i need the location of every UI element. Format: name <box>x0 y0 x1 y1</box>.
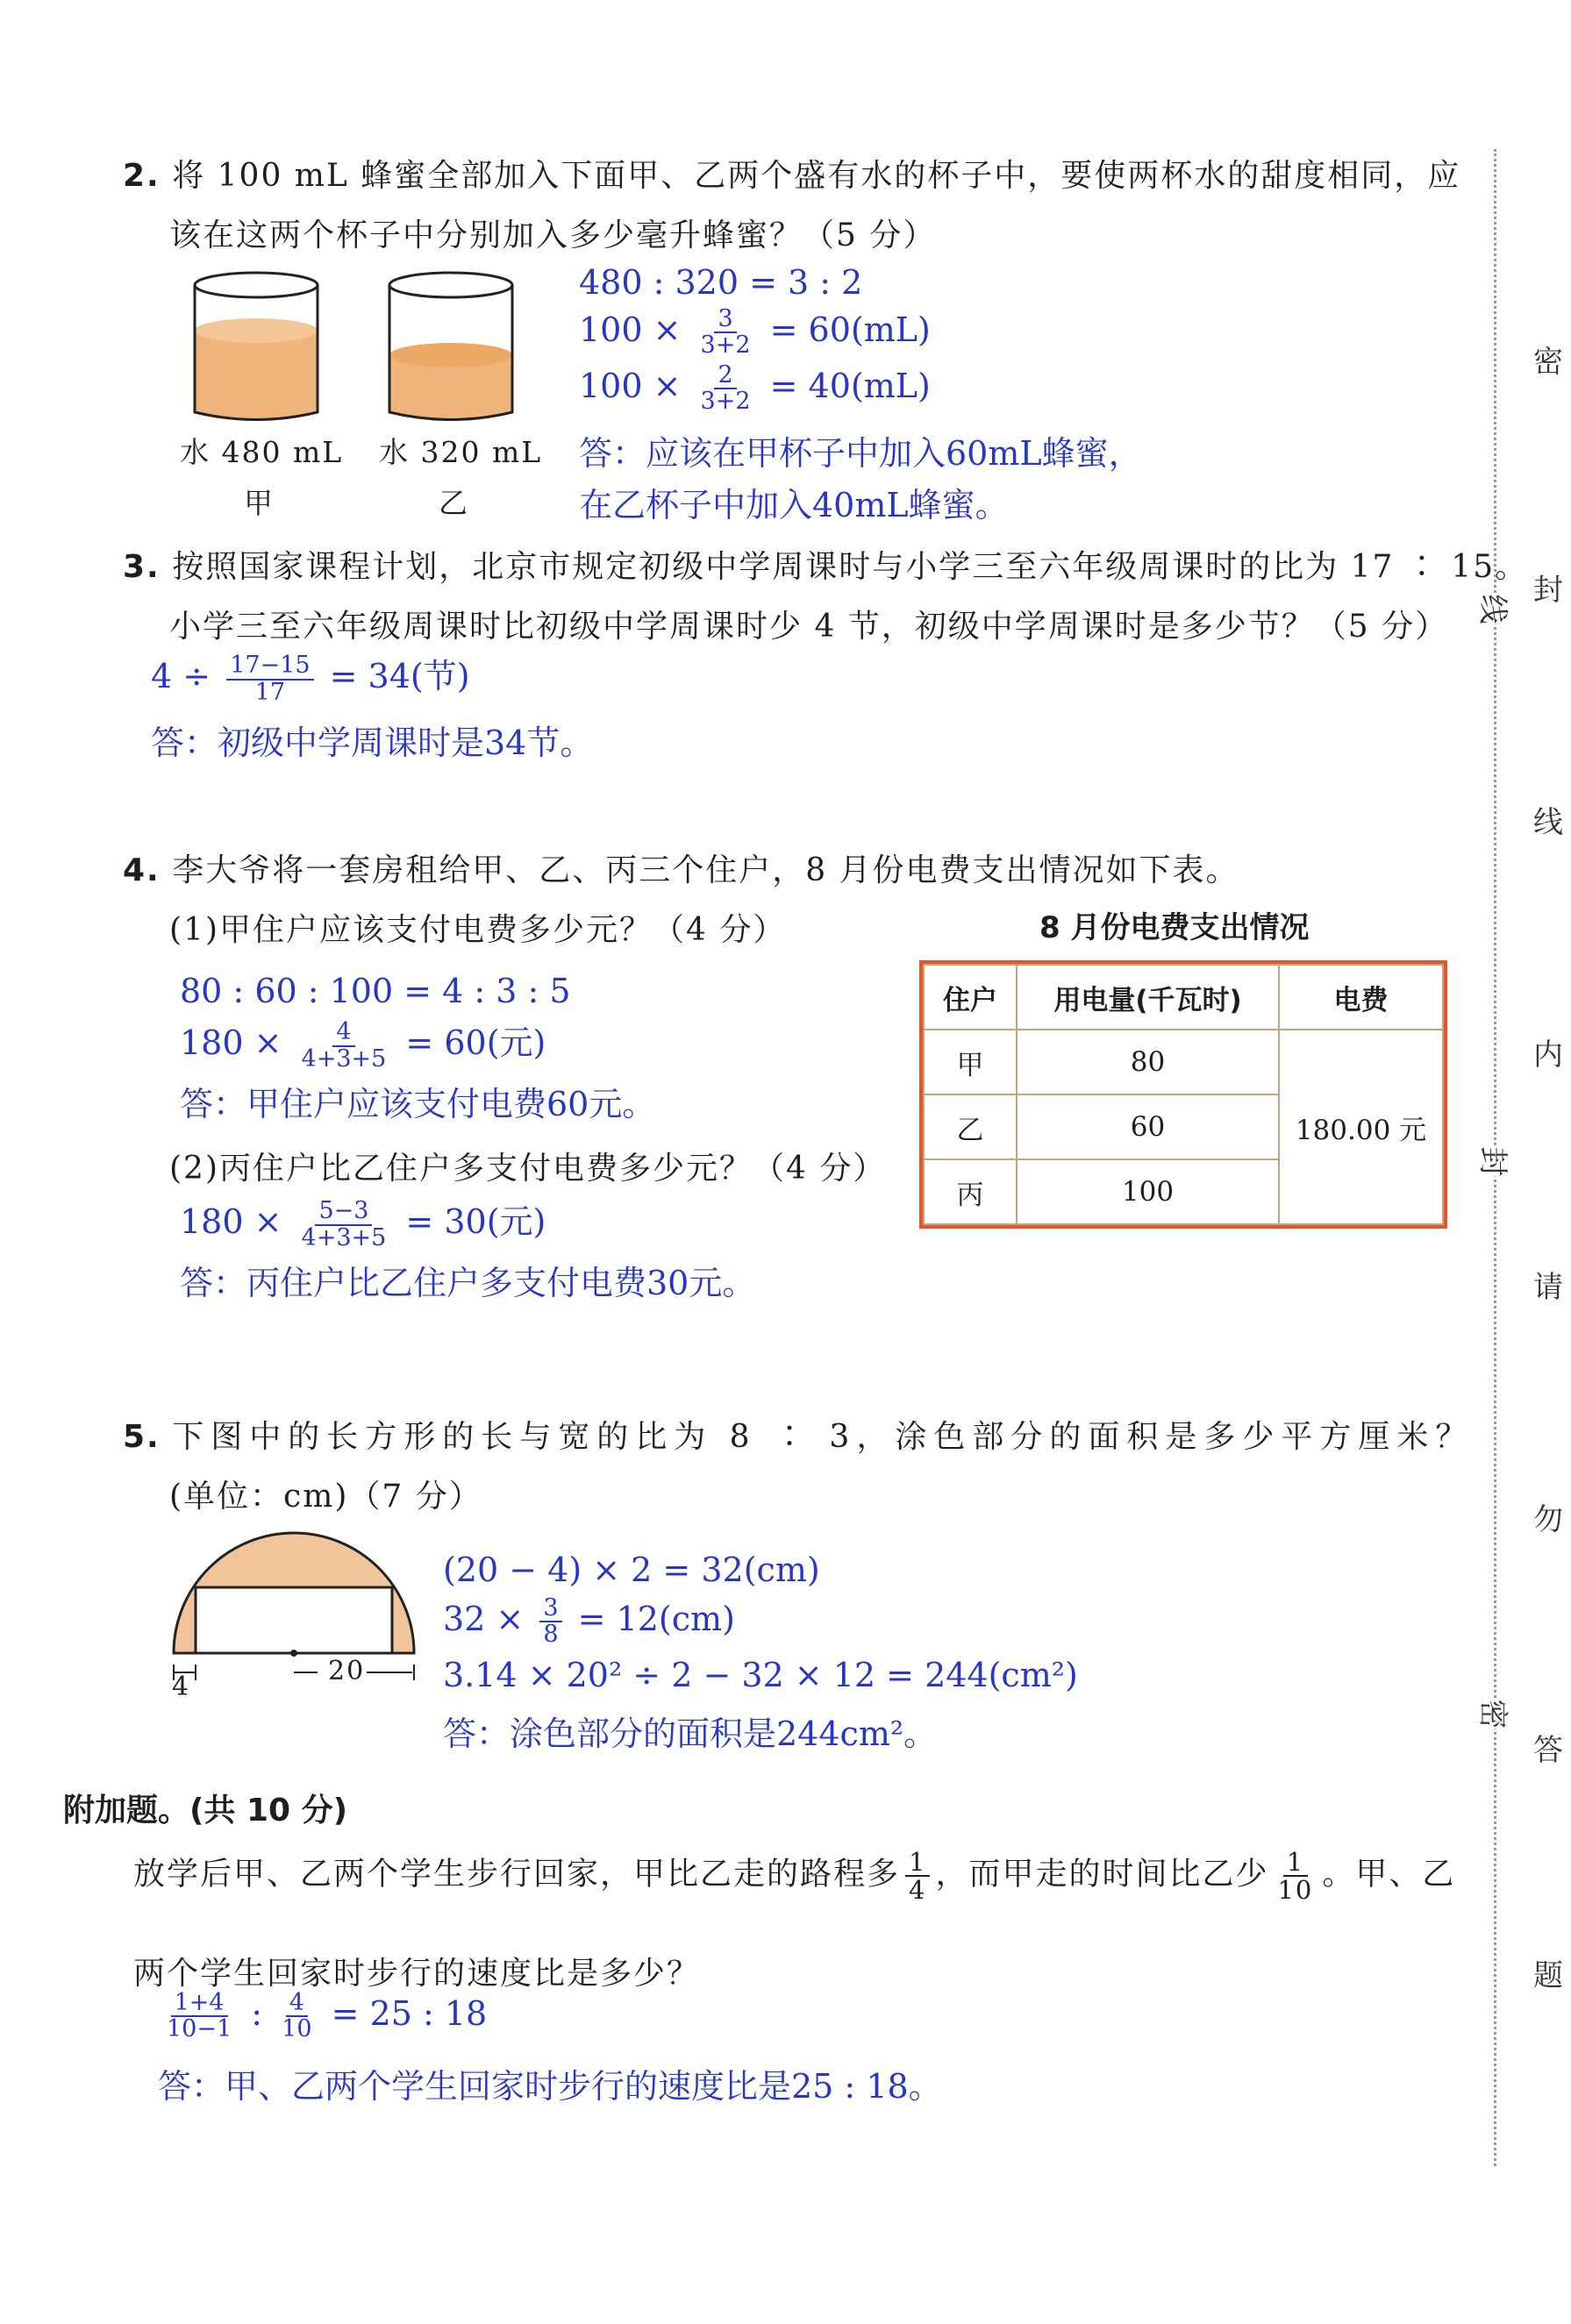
extra-ans-colon: : <box>251 1993 263 2033</box>
q2-calc2-post: = 40(mL) <box>769 366 931 405</box>
q2-calc1-post: = 60(mL) <box>769 310 931 349</box>
margin-char: 题 <box>1533 1958 1563 1993</box>
cell-usage: 60 <box>1017 1094 1279 1159</box>
frac-num: 5−3 <box>315 1199 372 1225</box>
frac-num: 3 <box>714 307 736 333</box>
dotted-label-mi: 密 <box>1475 1700 1517 1729</box>
frac-num: 1+4 <box>171 1991 228 2017</box>
q3-line1 <box>123 542 1528 587</box>
margin-char: 请 <box>1533 1270 1563 1305</box>
dotted-label-xian: 线 <box>1475 595 1517 624</box>
q5-calc-pre: 32 × <box>443 1599 525 1638</box>
q5-calc-fraction <box>539 1596 561 1648</box>
frac-num: 4 <box>286 1991 308 2017</box>
q4-sub2: (2)丙住户比乙住户多支付电费多少元？（4 分） <box>169 1151 887 1187</box>
q5-number: 5. <box>123 1419 161 1455</box>
q2-ans-ratio: 480 : 320 = 3 : 2 <box>579 263 863 302</box>
q5-text-line1: 下图中的长方形的长与宽的比为 8 ∶ 3，涂色部分的面积是多少平方厘米？ <box>172 1419 1475 1455</box>
extra-title: 附加题。(共 10 分) <box>63 1793 348 1829</box>
q2-calc1-fraction <box>697 307 754 359</box>
frac-den: 4 <box>909 1875 927 1906</box>
cup1-label: 水 480 mL <box>180 435 344 469</box>
frac-num: 17−15 <box>226 653 313 680</box>
q4-line1 <box>123 845 1239 890</box>
extra-frac1 <box>905 1849 930 1904</box>
dim-radius-label: 20 <box>328 1656 366 1686</box>
dotted-label-feng: 封 <box>1475 1147 1517 1177</box>
q3-ans-answer: 答：初级中学周课时是34节。 <box>151 724 594 762</box>
q3-calc-post: = 34(节) <box>329 657 470 695</box>
extra-ans-calc <box>158 1991 487 2042</box>
th-house: 住户 <box>924 965 1017 1030</box>
electricity-table <box>919 960 1447 1229</box>
q5-ans-width <box>443 1596 735 1648</box>
q4-sub1-calc <box>180 1016 546 1072</box>
cup1-name: 甲 <box>244 486 275 520</box>
q4-sub2-answer: 答：丙住户比乙住户多支付电费30元。 <box>180 1264 756 1302</box>
frac-den: 3+2 <box>700 388 751 416</box>
cell-house: 乙 <box>924 1094 1017 1159</box>
frac-den: 10−1 <box>167 2015 232 2043</box>
q5-line1 <box>123 1412 1474 1457</box>
frac-den: 4+3+5 <box>301 1044 387 1073</box>
extra-ans-frac2 <box>278 1991 315 2042</box>
dim-small-label: 4 <box>172 1672 191 1702</box>
q4-text-line1: 李大爷将一套房租给甲、乙、丙三个住户，8 月份电费支出情况如下表。 <box>172 852 1239 888</box>
margin-char: 线 <box>1533 805 1563 840</box>
extra-line1-a: 放学后甲、乙两个学生步行回家，甲比乙走的路程多 <box>133 1856 901 1893</box>
q2-ans-answer1: 答：应该在甲杯子中加入60mL蜂蜜， <box>579 434 1142 473</box>
frac-den: 3+2 <box>700 331 751 360</box>
frac-num: 4 <box>332 1020 354 1046</box>
frac-den: 17 <box>254 678 286 706</box>
q3-text-line2: 小学三至六年级周课时比初级中学周课时少 4 节，初级中学周课时是多少节？（5 分） <box>169 609 1449 645</box>
extra-line1-b: ，而甲走的时间比乙少 <box>935 1856 1269 1893</box>
cup2-label: 水 320 mL <box>379 435 543 469</box>
cell-house: 甲 <box>924 1030 1017 1094</box>
q4-sub1-ratio: 80 : 60 : 100 = 4 : 3 : 5 <box>180 972 571 1010</box>
q3-ans-calc <box>151 649 470 705</box>
cell-usage: 80 <box>1017 1030 1279 1094</box>
q5-text-line2: (单位：cm)（7 分） <box>169 1479 482 1515</box>
q4-sub1-calc-pre: 180 × <box>180 1023 282 1062</box>
q4-sub2-calc-pre: 180 × <box>180 1202 282 1241</box>
cup2-name: 乙 <box>439 486 469 520</box>
q3-calc-fraction <box>226 653 313 705</box>
q2-calc1-pre: 100 × <box>579 310 682 349</box>
q3-number: 3. <box>123 549 161 585</box>
margin-char: 内 <box>1533 1037 1563 1073</box>
extra-frac2 <box>1274 1849 1317 1904</box>
cups-illustration <box>184 267 535 434</box>
q2-ans-calc1 <box>579 307 931 359</box>
q4-sub2-fraction <box>298 1199 390 1251</box>
q4-number: 4. <box>123 852 161 888</box>
q5-ans-area: 3.14 × 20² ÷ 2 − 32 × 12 = 244(cm²) <box>443 1656 1078 1694</box>
frac-num: 3 <box>539 1596 561 1622</box>
q4-sub1-fraction <box>298 1020 390 1072</box>
cup-yi <box>389 273 512 420</box>
q4-sub1: (1)甲住户应该支付电费多少元？（4 分） <box>169 912 787 948</box>
margin-char: 勿 <box>1533 1502 1563 1537</box>
q2-line1 <box>123 151 1460 196</box>
q2-ans-answer2: 在乙杯子中加入40mL蜂蜜。 <box>579 486 1009 524</box>
extra-ans-frac1 <box>163 1991 235 2042</box>
frac-den: 8 <box>543 1621 559 1649</box>
margin-char: 答 <box>1533 1733 1563 1768</box>
th-usage: 用电量(千瓦时) <box>1017 965 1279 1030</box>
q4-sub2-calc <box>180 1194 546 1251</box>
q2-text-line2: 该在这两个杯子中分别加入多少毫升蜂蜜？（5 分） <box>169 217 937 253</box>
q3-calc-pre: 4 ÷ <box>151 657 211 695</box>
extra-ans-answer: 答：甲、乙两个学生回家时步行的速度比是25 : 18。 <box>158 2067 942 2106</box>
extra-line2: 两个学生回家时步行的速度比是多少？ <box>133 1956 701 1992</box>
frac-num: 1 <box>905 1849 930 1877</box>
table-row <box>924 1030 1443 1094</box>
q4-sub2-calc-post: = 30(元) <box>405 1202 546 1241</box>
frac-den: 4+3+5 <box>301 1223 387 1251</box>
q2-text-line1: 将 100 mL 蜂蜜全部加入下面甲、乙两个盛有水的杯子中，要使两杯水的甜度相同，应 <box>172 158 1461 194</box>
cell-fee: 180.00 元 <box>1279 1030 1443 1224</box>
frac-den: 10 <box>282 2015 312 2043</box>
q5-ans-answer: 答：涂色部分的面积是244cm²。 <box>443 1714 938 1753</box>
extra-line1 <box>133 1849 1455 1904</box>
q2-calc2-pre: 100 × <box>579 366 682 405</box>
extra-ans-post: = 25 : 18 <box>331 1993 488 2033</box>
cup-jia <box>195 273 318 420</box>
frac-num: 1 <box>1283 1849 1308 1877</box>
q4-sub1-answer: 答：甲住户应该支付电费60元。 <box>180 1085 656 1123</box>
cell-house: 丙 <box>924 1159 1017 1224</box>
extra-line1-c: 。甲、乙 <box>1322 1856 1456 1893</box>
frac-den: 10 <box>1277 1875 1314 1906</box>
q3-text-line1: 按照国家课程计划，北京市规定初级中学周课时与小学三至六年级周课时的比为 17 ∶ 15。 <box>172 549 1529 585</box>
margin-char: 密 <box>1533 345 1563 380</box>
q5-calc-post: = 12(cm) <box>577 1599 735 1638</box>
q5-ans-length: (20 − 4) × 2 = 32(cm) <box>443 1551 820 1589</box>
q4-sub1-calc-post: = 60(元) <box>405 1023 546 1062</box>
cell-usage: 100 <box>1017 1159 1279 1224</box>
semicircle-diagram <box>167 1526 421 1701</box>
q2-calc2-fraction <box>697 363 754 415</box>
th-fee: 电费 <box>1279 965 1443 1030</box>
margin-char: 封 <box>1533 573 1563 608</box>
q2-ans-calc2 <box>579 363 931 415</box>
frac-num: 2 <box>714 363 736 389</box>
q2-number: 2. <box>123 158 161 194</box>
table-title: 8 月份电费支出情况 <box>1039 910 1310 945</box>
